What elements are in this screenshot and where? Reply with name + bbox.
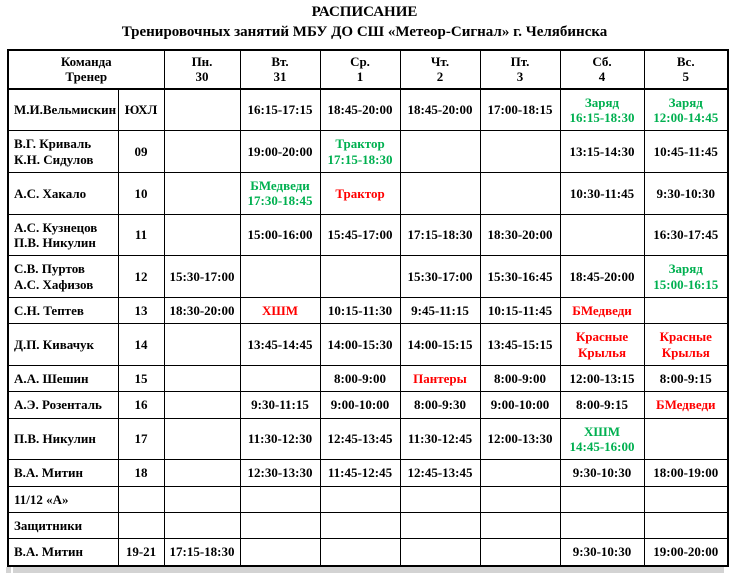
schedule-cell (240, 214, 320, 256)
schedule-cell (644, 392, 728, 418)
schedule-cell (400, 89, 480, 131)
group-cell (118, 486, 164, 512)
schedule-cell-line: Заряд (668, 261, 703, 277)
schedule-cell (240, 297, 320, 323)
table-row (8, 365, 728, 391)
schedule-cell (240, 172, 320, 214)
schedule-cell (480, 131, 560, 173)
group-cell: 09 (118, 131, 164, 173)
schedule-cell (560, 486, 644, 512)
schedule-cell-line: 17:15-18:30 (327, 151, 393, 167)
group-cell: 13 (118, 297, 164, 323)
group-cell: 10 (118, 172, 164, 214)
coach-cell (8, 539, 118, 566)
schedule-cell-line: Трактор (335, 136, 385, 152)
schedule-cell (560, 89, 644, 131)
schedule-cell-line: 10:30-11:45 (569, 185, 635, 201)
schedule-cell-line: 12:00-13:30 (487, 431, 553, 447)
table-row (8, 324, 728, 366)
schedule-cell-line: 13:45-15:15 (487, 336, 553, 352)
schedule-cell-line: Заряд (584, 94, 620, 110)
schedule-cell-line: 15:45-17:00 (327, 227, 393, 243)
coach-cell (8, 89, 118, 131)
schedule-cell (644, 214, 728, 256)
schedule-cell (320, 131, 400, 173)
day-header (240, 50, 320, 89)
schedule-cell (480, 89, 560, 131)
schedule-cell-line: 11:30-12:30 (247, 431, 313, 447)
coach-name: П.В. Никулин (14, 431, 96, 447)
schedule-cell-line: 10:45-11:45 (653, 143, 718, 159)
schedule-cell (400, 214, 480, 256)
day-header-line: Чт. (430, 54, 450, 69)
schedule-cell (164, 256, 240, 298)
schedule-cell (480, 214, 560, 256)
schedule-cell (320, 256, 400, 298)
schedule-cell-line: 8:00-9:15 (659, 370, 712, 386)
schedule-cell-line: Крылья (661, 344, 710, 360)
schedule-cell-line: 9:00-10:00 (330, 397, 390, 413)
coach-cell (8, 256, 118, 298)
coach-name: С.Н. Тептев (14, 302, 84, 318)
table-row (8, 486, 728, 512)
schedule-cell-line: 12:45-13:45 (407, 465, 473, 481)
schedule-cell-line: 18:30-20:00 (169, 302, 235, 318)
table-row (8, 392, 728, 418)
coach-cell (8, 297, 118, 323)
schedule-cell (560, 365, 644, 391)
schedule-cell-line: ХШМ (262, 302, 298, 318)
group-cell: ЮХЛ (118, 89, 164, 131)
schedule-cell (320, 324, 400, 366)
table-row (8, 297, 728, 323)
schedule-cell (644, 418, 728, 460)
schedule-cell (560, 539, 644, 566)
schedule-cell (400, 324, 480, 366)
table-row (8, 172, 728, 214)
schedule-table (7, 49, 729, 567)
schedule-cell (400, 297, 480, 323)
schedule-cell-line: 8:00-9:30 (414, 397, 466, 413)
coach-name: А.С. Хакало (14, 185, 87, 201)
schedule-cell (644, 486, 728, 512)
schedule-cell (400, 392, 480, 418)
schedule-cell-line: 11:45-12:45 (327, 465, 393, 481)
schedule-cell-line: 15:30-16:45 (487, 268, 553, 284)
schedule-cell (560, 512, 644, 538)
table-body (8, 89, 728, 566)
schedule-cell-line: 14:00-15:15 (407, 336, 473, 352)
schedule-cell-line: 15:00-16:15 (653, 276, 719, 292)
day-header (480, 50, 560, 89)
schedule-cell (480, 256, 560, 298)
schedule-cell (560, 214, 644, 256)
day-header-line: 4 (598, 69, 606, 85)
schedule-cell (400, 512, 480, 538)
table-row (8, 131, 728, 173)
group-cell: 14 (118, 324, 164, 366)
schedule-cell-line: 9:00-10:00 (490, 397, 550, 413)
coach-name: К.Н. Сидулов (14, 151, 94, 167)
schedule-cell (164, 89, 240, 131)
day-header-line: Ср. (350, 54, 370, 69)
schedule-cell-line: 19:00-20:00 (653, 544, 719, 560)
coach-name: В.А. Митин (14, 465, 83, 481)
coach-name: М.И.Вельмискин (14, 102, 117, 118)
team-coach-header (8, 50, 164, 89)
schedule-cell (400, 539, 480, 566)
schedule-cell (560, 392, 644, 418)
schedule-cell-line: 8:00-9:00 (334, 370, 386, 386)
group-cell: 17 (118, 418, 164, 460)
schedule-cell (240, 539, 320, 566)
coach-cell (8, 172, 118, 214)
schedule-cell-line: 15:30-17:00 (407, 268, 473, 284)
schedule-cell (644, 172, 728, 214)
schedule-cell-line: 18:00-19:00 (653, 465, 719, 481)
table-row (8, 89, 728, 131)
schedule-cell (480, 324, 560, 366)
schedule-cell (240, 256, 320, 298)
schedule-cell-line: Красные (575, 329, 629, 345)
schedule-cell (644, 324, 728, 366)
schedule-cell (560, 324, 644, 366)
schedule-cell (240, 512, 320, 538)
table-row (8, 512, 728, 538)
schedule-cell (240, 131, 320, 173)
schedule-cell (644, 512, 728, 538)
schedule-cell (320, 89, 400, 131)
schedule-cell-line: 18:45-20:00 (327, 102, 393, 118)
schedule-cell (240, 365, 320, 391)
coach-cell (8, 512, 118, 538)
schedule-cell (400, 486, 480, 512)
coach-cell (8, 214, 118, 256)
schedule-cell (164, 539, 240, 566)
schedule-cell-line: 18:45-20:00 (569, 268, 635, 284)
schedule-cell-line: 19:00-20:00 (247, 143, 313, 159)
schedule-cell-line: 14:00-15:30 (327, 336, 393, 352)
day-header-line: 30 (195, 69, 209, 85)
schedule-cell-line: БМедведи (655, 397, 716, 413)
day-header-line: 2 (436, 69, 444, 85)
day-header-line: Вт. (271, 54, 289, 69)
group-cell: 12 (118, 256, 164, 298)
schedule-cell-line: 17:00-18:15 (487, 102, 553, 118)
day-header (164, 50, 240, 89)
team-coach-header-line: Команда (60, 54, 112, 69)
schedule-cell-line: 12:00-14:45 (653, 109, 719, 125)
schedule-cell-line: ХШМ (584, 423, 620, 439)
group-cell: 16 (118, 392, 164, 418)
schedule-cell-line: 9:45-11:15 (411, 302, 469, 318)
schedule-cell-line: Заряд (668, 94, 703, 110)
schedule-cell-line: 16:15-18:30 (569, 109, 635, 125)
schedule-cell (240, 89, 320, 131)
coach-name: А.А. Шешин (14, 370, 89, 386)
coach-cell (8, 418, 118, 460)
day-header (320, 50, 400, 89)
schedule-cell (320, 297, 400, 323)
schedule-cell-line: 17:15-18:30 (407, 227, 473, 243)
schedule-cell (400, 365, 480, 391)
table-row (8, 256, 728, 298)
schedule-cell (164, 512, 240, 538)
schedule-cell-line: 16:30-17:45 (653, 227, 719, 243)
schedule-cell-line: 13:15-14:30 (569, 143, 635, 159)
schedule-cell (164, 486, 240, 512)
schedule-cell (644, 131, 728, 173)
schedule-cell-line: 13:45-14:45 (247, 336, 313, 352)
schedule-cell (644, 89, 728, 131)
coach-name: С.В. Пуртов (14, 261, 85, 277)
schedule-cell (480, 486, 560, 512)
coach-name: А.С. Хафизов (14, 276, 94, 292)
coach-cell (8, 324, 118, 366)
schedule-cell (560, 460, 644, 486)
schedule-cell (240, 324, 320, 366)
schedule-cell (560, 131, 644, 173)
schedule-cell (480, 365, 560, 391)
schedule-cell (164, 324, 240, 366)
schedule-cell (400, 256, 480, 298)
schedule-cell (644, 297, 728, 323)
schedule-cell-line: 9:30-10:30 (572, 544, 632, 560)
day-header (644, 50, 728, 89)
day-header (560, 50, 644, 89)
group-cell: 19-21 (118, 539, 164, 566)
schedule-cell-line: 12:00-13:15 (569, 370, 635, 386)
header-row (8, 50, 728, 89)
schedule-cell-line: 12:30-13:30 (247, 465, 313, 481)
schedule-cell (560, 297, 644, 323)
schedule-cell (164, 418, 240, 460)
schedule-cell (560, 256, 644, 298)
schedule-cell (320, 365, 400, 391)
schedule-cell (400, 131, 480, 173)
schedule-cell-line: 18:30-20:00 (487, 227, 553, 243)
day-header-line: 5 (682, 69, 689, 85)
schedule-cell (320, 460, 400, 486)
group-cell: 11 (118, 214, 164, 256)
schedule-cell (240, 460, 320, 486)
day-header-line: Вс. (676, 54, 695, 69)
schedule-cell (320, 214, 400, 256)
coach-name: А.С. Кузнецов (14, 219, 98, 235)
schedule-cell-line: 12:45-13:45 (327, 431, 393, 447)
coach-cell (8, 131, 118, 173)
schedule-cell-line: 9:30-11:15 (251, 397, 309, 413)
coach-name: П.В. Никулин (14, 234, 96, 250)
schedule-cell-line: 10:15-11:30 (327, 302, 393, 318)
schedule-cell-line: 14:45-16:00 (569, 438, 635, 454)
schedule-cell (164, 460, 240, 486)
schedule-cell (480, 512, 560, 538)
schedule-cell-line: 15:30-17:00 (169, 268, 235, 284)
page-title: РАСПИСАНИЕ (311, 4, 418, 20)
schedule-cell-line: 8:00-9:00 (494, 370, 546, 386)
next-page-strip (6, 567, 724, 573)
schedule-cell (400, 460, 480, 486)
schedule-cell (320, 172, 400, 214)
schedule-cell (164, 392, 240, 418)
schedule-cell (644, 365, 728, 391)
schedule-cell-line: 9:30-10:30 (656, 185, 715, 201)
schedule-cell (240, 486, 320, 512)
schedule-cell (480, 172, 560, 214)
schedule-cell (164, 131, 240, 173)
schedule-cell-line: 16:15-17:15 (247, 102, 313, 118)
schedule-cell (164, 365, 240, 391)
schedule-cell-line: Красные (659, 329, 712, 345)
day-header-line: Пн. (191, 54, 213, 69)
coach-cell (8, 365, 118, 391)
schedule-cell (400, 172, 480, 214)
schedule-cell-line: БМедведи (250, 177, 310, 193)
schedule-cell (240, 418, 320, 460)
coach-cell (8, 486, 118, 512)
schedule-cell-line: 17:30-18:45 (247, 193, 313, 209)
strip-notch (11, 567, 13, 573)
schedule-cell (480, 392, 560, 418)
schedule-cell-line: 10:15-11:45 (487, 302, 553, 318)
schedule-cell-line: 11:30-12:45 (407, 431, 473, 447)
coach-cell (8, 392, 118, 418)
schedule-cell (644, 460, 728, 486)
schedule-cell (320, 512, 400, 538)
day-header-line: Пт. (510, 54, 530, 69)
schedule-cell (240, 392, 320, 418)
schedule-cell (480, 460, 560, 486)
schedule-cell (320, 539, 400, 566)
coach-cell (8, 460, 118, 486)
schedule-cell-line: 8:00-9:15 (576, 397, 628, 413)
coach-name: 11/12 «А» (14, 491, 69, 507)
schedule-cell (164, 297, 240, 323)
schedule-cell (400, 418, 480, 460)
schedule-cell (480, 297, 560, 323)
day-header-line: Сб. (592, 54, 612, 69)
schedule-cell-line: 17:15-18:30 (169, 544, 235, 560)
day-header (400, 50, 480, 89)
table-header (8, 50, 728, 89)
day-header-line: 31 (273, 69, 287, 85)
coach-name: В.Г. Криваль (14, 136, 92, 152)
schedule-cell (560, 172, 644, 214)
coach-name: А.Э. Розенталь (14, 397, 102, 413)
schedule-cell (644, 256, 728, 298)
schedule-cell (164, 172, 240, 214)
coach-name: Д.П. Кивачук (14, 336, 95, 352)
day-header-line: 3 (516, 69, 524, 85)
coach-name: Защитники (14, 517, 83, 533)
team-coach-header-line: Тренер (65, 69, 108, 85)
schedule-cell (320, 486, 400, 512)
group-cell (118, 512, 164, 538)
coach-name: В.А. Митин (14, 544, 83, 560)
schedule-cell-line: Крылья (577, 344, 626, 360)
group-cell: 15 (118, 365, 164, 391)
schedule-cell (320, 418, 400, 460)
schedule-cell (560, 418, 644, 460)
schedule-cell-line: 15:00-16:00 (247, 227, 313, 243)
schedule-cell (164, 214, 240, 256)
schedule-cell-line: 9:30-10:30 (572, 465, 632, 481)
schedule-cell (480, 418, 560, 460)
schedule-cell-line: Пантеры (413, 370, 467, 386)
table-row (8, 418, 728, 460)
table-row (8, 460, 728, 486)
schedule-cell (644, 539, 728, 566)
schedule-cell (320, 392, 400, 418)
page-subtitle: Тренировочных занятий МБУ ДО СШ «Метеор-Сигнал» г. Челябинска (121, 24, 608, 40)
schedule-cell-line: БМедведи (572, 302, 632, 318)
table-row (8, 539, 728, 566)
schedule-cell-line: 18:45-20:00 (407, 102, 473, 118)
schedule-cell (480, 539, 560, 566)
group-cell: 18 (118, 460, 164, 486)
schedule-cell-line: Трактор (335, 185, 385, 201)
table-row (8, 214, 728, 256)
day-header-line: 1 (356, 69, 364, 85)
